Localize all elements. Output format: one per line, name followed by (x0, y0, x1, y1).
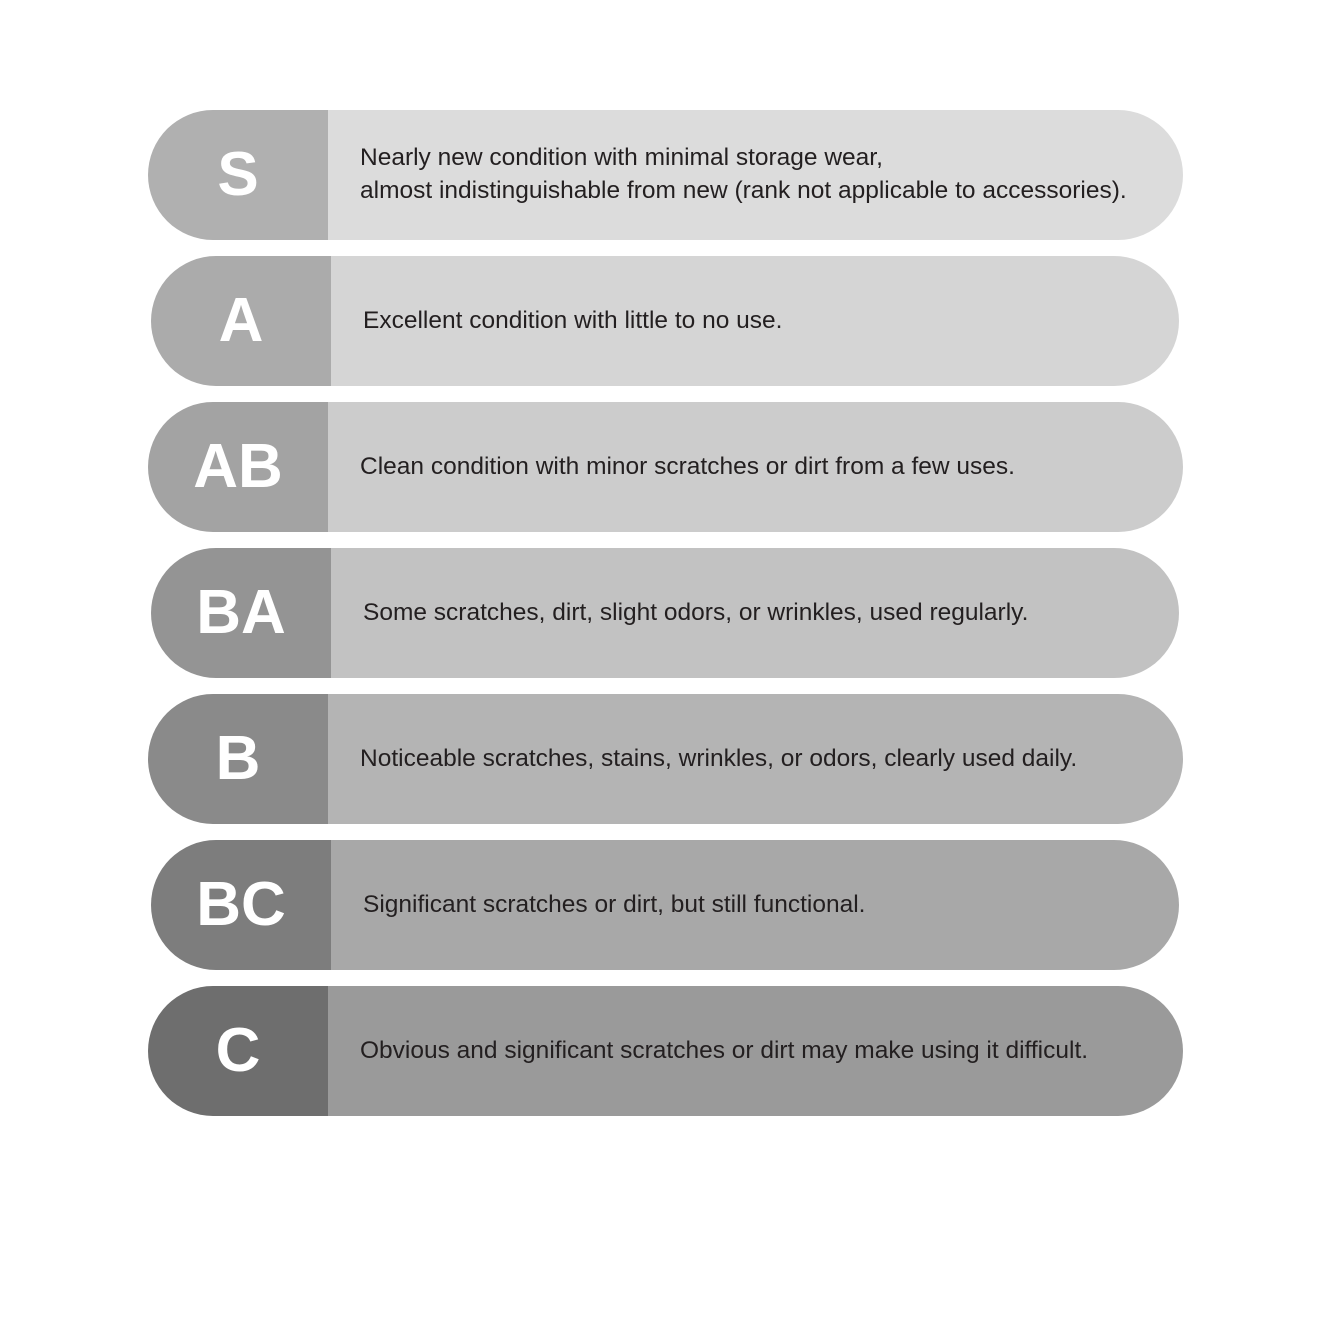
grade-description (331, 840, 1179, 970)
grade-badge-a: A (151, 256, 331, 386)
grade-row (148, 694, 1183, 824)
grade-description (328, 402, 1183, 532)
grade-badge-s: S (148, 110, 328, 240)
grade-description-line: Significant scratches or dirt, but still functional. (363, 890, 866, 918)
grade-row (148, 402, 1183, 532)
grade-description-line: Noticeable scratches, stains, wrinkles, or odors, clearly used daily. (360, 744, 1078, 772)
grade-description (328, 694, 1183, 824)
grade-badge-ba: BA (151, 548, 331, 678)
grade-description (331, 548, 1179, 678)
grade-description-line: Obvious and significant scratches or dirt may make using it difficult. (360, 1036, 1089, 1064)
grade-badge-bc: BC (151, 840, 331, 970)
grade-description (328, 986, 1183, 1116)
grade-row (151, 548, 1179, 678)
grade-description-line: almost indistinguishable from new (rank not applicable to accessories). (360, 177, 1127, 204)
grade-badge-ab: AB (148, 402, 328, 532)
grade-row (151, 840, 1179, 970)
grade-row (148, 110, 1183, 240)
grade-badge-b: B (148, 694, 328, 824)
grade-row (151, 256, 1179, 386)
grade-description (328, 110, 1183, 240)
grade-description-line: Clean condition with minor scratches or dirt from a few uses. (360, 452, 1015, 480)
grade-description (331, 256, 1179, 386)
grade-description-line: Nearly new condition with minimal storage wear, (360, 144, 883, 172)
grade-badge-c: C (148, 986, 328, 1116)
grade-description-line: Excellent condition with little to no use. (363, 306, 783, 334)
grade-row (148, 986, 1183, 1116)
grade-description-line: Some scratches, dirt, slight odors, or wrinkles, used regularly. (363, 598, 1029, 626)
